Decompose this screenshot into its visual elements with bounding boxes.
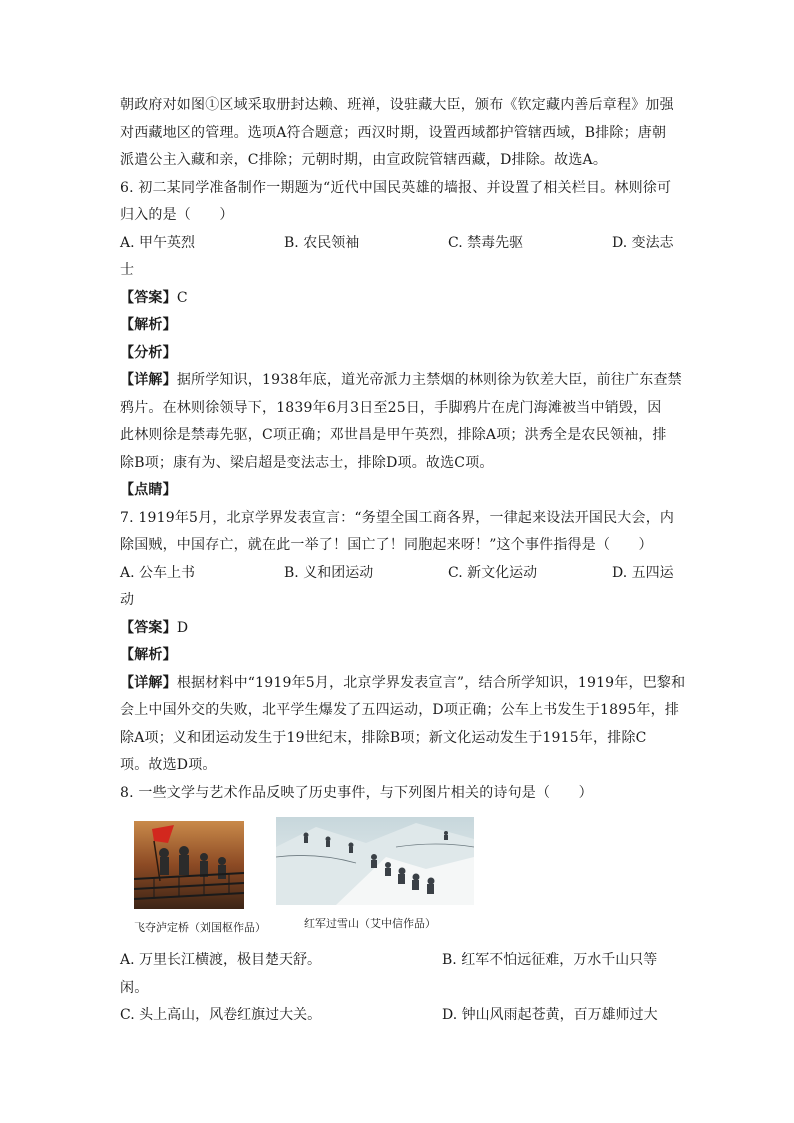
question-7-stem: 7. 1919年5月，北京学界发表宣言：“务望全国工商各界，一律起来设法开国民大会，内 [120,509,675,526]
option-d-cont: 士 [120,262,135,278]
paragraph-line: 派遣公主入藏和亲，C排除；元朝时期，由宣政院管辖西藏，D排除。故选A。 [120,152,608,168]
luding-bridge-painting [134,821,244,909]
answer-line [120,615,675,643]
detail-line: 会上中国外交的失败，北平学生爆发了五四运动，D项正确；公车上书发生于1895年，排 [120,702,680,718]
paragraph-line: 对西藏地区的管理。选项A符合题意；西汉时期，设置西域都护管辖西域，B排除；唐朝 [120,124,667,141]
question-8-options-row1 [120,947,675,975]
option-c: C. 新文化运动 [448,564,538,581]
paragraph-line: 朝政府对如图①区域采取册封达赖、班禅，设驻藏大臣，颁布《钦定藏内善后章程》加强 [120,97,674,113]
figure-luding-bridge [134,821,266,935]
option-a: A. 万里长江横渡，极目楚天舒。 [120,952,322,968]
option-b-cont: 闲。 [120,979,149,996]
option-b: B. 红军不怕远征难，万水千山只等 [442,952,658,968]
option-a: A. 甲午英烈 [120,234,196,251]
detail-line: 项。故选D项。 [120,757,217,773]
detail-tag: 【详解】 [120,372,177,388]
detail-line [120,670,686,698]
question-8-options-row2 [120,1002,675,1030]
question-8-stem: 8. 一些文学与艺术作品反映了历史事件，与下列图片相关的诗句是（ ） [120,784,593,801]
detail-text: 据所学知识，1938年底，道光帝派力主禁烟的林则徐为钦差大臣，前往广东查禁 [176,372,682,388]
option-d: D. 五四运 [612,564,674,581]
snow-mountain-painting [276,817,474,905]
detail-line: 除A项；义和团运动发生于19世纪末，排除B项；新文化运动发生于1915年，排除C [120,729,647,746]
option-d-cont: 动 [120,592,135,608]
option-c: C. 头上高山，风卷红旗过大关。 [120,1007,322,1023]
detail-line: 除B项；康有为、梁启超是变法志士，排除D项。故选C项。 [120,454,494,471]
option-b: B. 义和团运动 [284,564,374,581]
question-6-stem: 6. 初二某同学准备制作一期题为“近代中国民英雄的墙报、并设置了相关栏目。林则徐可 [120,179,672,196]
answer-tag: 【答案】 [120,289,177,306]
question-7-options [120,560,675,588]
option-a: A. 公车上书 [120,564,196,581]
detail-line: 鸦片。在林则徐领导下，1839年6月3日至25日，手脚鸦片在虎门海滩被当中销毁，因 [120,399,662,416]
page-content [120,92,686,1030]
fenxi-tag: 【分析】 [120,344,177,361]
figure-snow-mountain [276,817,474,931]
option-b: B. 农民领袖 [284,234,360,251]
answer-line [120,285,675,313]
analysis-tag: 【解析】 [120,317,177,333]
detail-line: 此林则徐是禁毒先驱，C项正确；邓世昌是甲午英烈，排除A项；洪秀全是农民领袖，排 [120,427,667,443]
option-d: D. 钟山风雨起苍黄，百万雄师过大 [442,1007,658,1023]
answer-tag: 【答案】 [120,619,177,636]
figure-caption: 红军过雪山（艾中信作品） [304,917,436,930]
question-6-stem-cont: 归入的是（ ） [120,207,234,223]
option-d: D. 变法志 [612,234,674,251]
figure-caption: 飞夺泸定桥（刘国枢作品） [134,921,266,934]
question-7-stem-cont: 除国贼，中国存亡，就在此一举了！国亡了！同胞起来呀！”这个事件指得是（ ） [120,537,653,553]
question-8-figures [120,817,675,947]
question-6-options [120,230,675,258]
option-c: C. 禁毒先驱 [448,234,524,251]
answer-value: D [176,619,189,636]
analysis-tag: 【解析】 [120,647,177,663]
answer-value: C [176,289,188,306]
dianjing-tag: 【点睛】 [120,482,177,498]
detail-text: 根据材料中“1919年5月，北京学界发表宣言”，结合所学知识，1919年，巴黎和 [176,674,686,691]
detail-tag: 【详解】 [120,674,177,691]
detail-line [120,367,682,395]
